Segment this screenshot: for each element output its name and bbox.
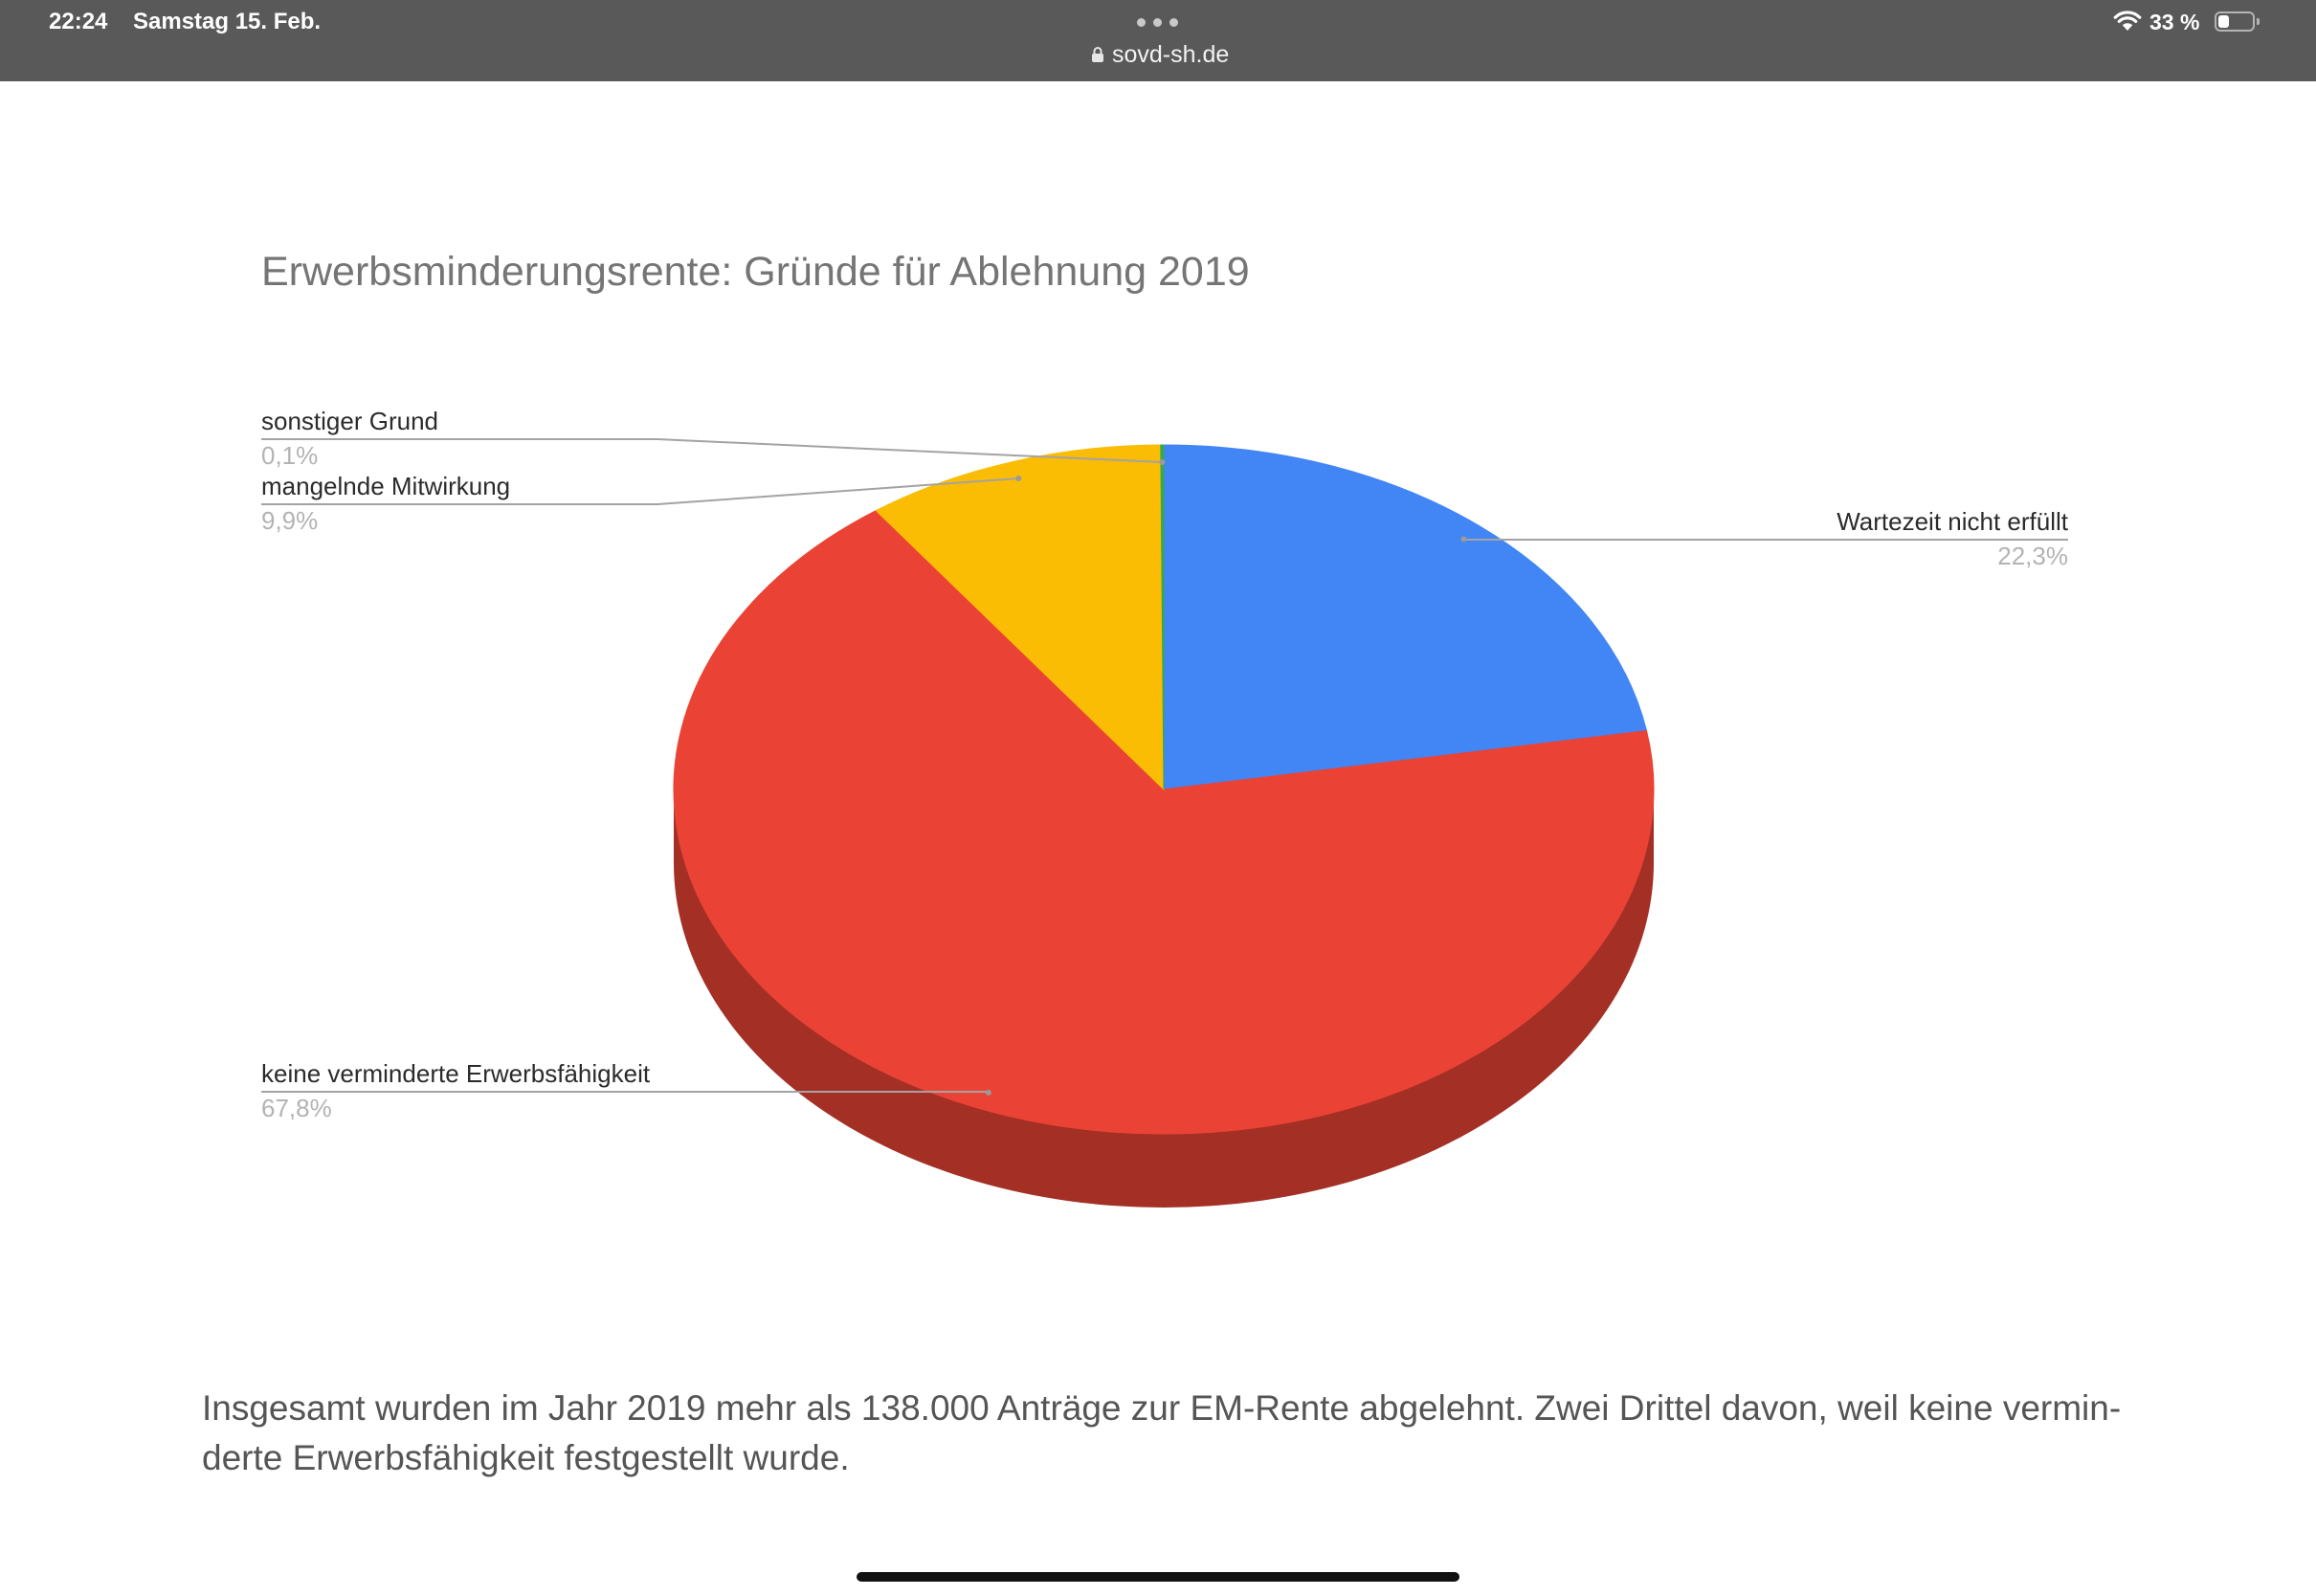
slice-label-name: mangelnde Mitwirkung [261,472,511,500]
leader-dot-keine-verminderte-erwerbsf-higkeit [986,1090,991,1096]
more-dot [1137,18,1146,27]
article-line: Insgesamt wurden im Jahr 2019 mehr als 138.000 Anträge zur EM-Rente abgelehnt. Zwei Drittel davon, weil keine vermin- [202,1388,2122,1428]
lock-body [1092,54,1103,62]
lock-icon [1091,46,1104,63]
slice-label-value: 22,3% [1997,542,2068,570]
more-dot [1153,18,1162,27]
battery-level-fill [2218,15,2229,28]
url-text: sovd-sh.de [1112,41,1230,68]
status-date: Samstag 15. Feb. [133,9,322,34]
article-line: derte Erwerbsfähigkeit festgestellt wurde. [202,1438,850,1477]
status-time: 22:24 [49,9,108,34]
slice-label-name: keine verminderte Erwerbsfähigkeit [261,1059,651,1088]
battery-percent: 33 % [2149,10,2200,34]
leader-dot-wartezeit-nicht-erf-llt [1460,536,1466,542]
wifi-icon-graphic [2113,11,2142,32]
pie-slices [674,445,1654,1134]
battery-icon [2215,11,2255,32]
article-paragraph [202,1384,2121,1483]
more-dots-icon[interactable] [1137,18,1178,27]
slice-label-name: Wartezeit nicht erfüllt [1837,507,2068,536]
lock-shackle [1095,48,1102,54]
slice-label-value: 0,1% [261,441,319,470]
address-bar[interactable] [1087,40,1250,69]
wifi-wedge [2123,23,2132,31]
home-indicator[interactable] [857,1572,1459,1582]
pie-slice-wartezeit-nicht-erf-llt [1164,445,1647,789]
wifi-icon [2113,11,2142,32]
chart-title: Erwerbsminderungsrente: Gründe für Ablehnung 2019 [261,249,1250,295]
slice-label-value: 67,8% [261,1094,332,1122]
leader-line-keine-verminderte-erwerbsf-higkeit [261,1092,989,1093]
browser-top-bar [0,0,2316,81]
leader-dot-mangelnde-mitwirkung [1015,476,1021,481]
lock-icon-graphic [1091,46,1104,63]
more-dot [1169,18,1178,27]
slice-label-name: sonstiger Grund [261,407,438,435]
slice-label-value: 9,9% [261,506,319,535]
leader-line-wartezeit-nicht-erf-llt [1463,539,2068,540]
leader-dot-sonstiger-grund [1159,459,1165,465]
wifi-arc-middle [2119,18,2135,22]
